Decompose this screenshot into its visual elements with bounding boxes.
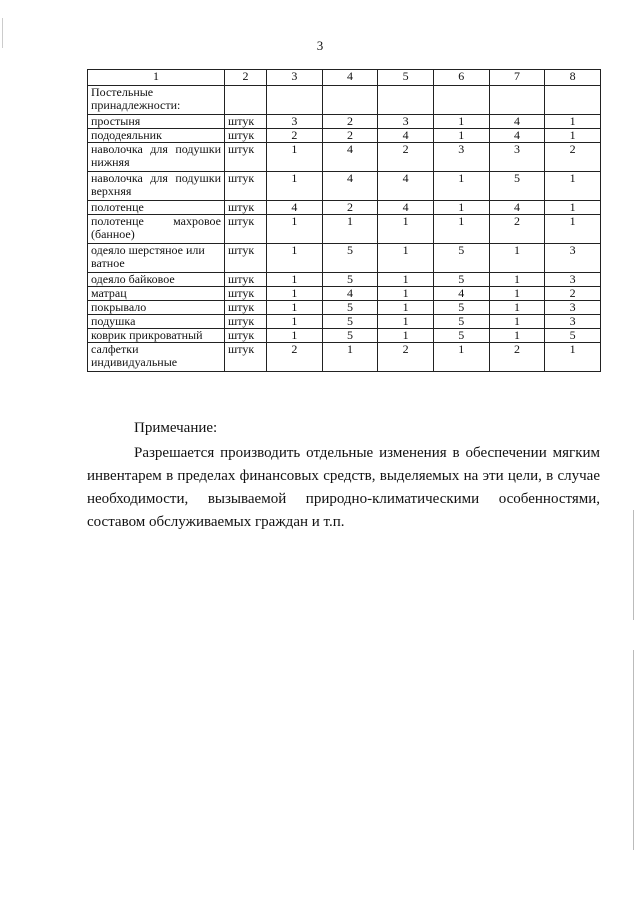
- item-quantity: 1: [489, 287, 545, 301]
- item-unit: штук: [225, 301, 267, 315]
- item-quantity: 5: [322, 329, 378, 343]
- item-name: полотенце: [88, 201, 225, 215]
- item-name: полотенце махровое (банное): [88, 215, 225, 244]
- item-quantity: 4: [267, 201, 323, 215]
- table-row: [88, 329, 601, 343]
- item-unit: штук: [225, 287, 267, 301]
- item-quantity: 4: [378, 172, 434, 201]
- item-unit: штук: [225, 329, 267, 343]
- item-quantity: 5: [545, 329, 601, 343]
- item-name: наволочка для подушки нижняя: [88, 143, 225, 172]
- item-unit: штук: [225, 273, 267, 287]
- item-quantity: 1: [267, 287, 323, 301]
- item-quantity: 1: [267, 273, 323, 287]
- item-quantity: 1: [489, 315, 545, 329]
- item-quantity: 2: [489, 343, 545, 372]
- item-quantity: 1: [267, 315, 323, 329]
- item-quantity: 4: [322, 143, 378, 172]
- item-quantity: 1: [267, 329, 323, 343]
- item-quantity: 4: [489, 129, 545, 143]
- column-header: 3: [267, 70, 323, 86]
- item-quantity: 1: [489, 329, 545, 343]
- table-row: [88, 315, 601, 329]
- item-name: салфетки индивидуальные: [88, 343, 225, 372]
- item-quantity: 5: [322, 315, 378, 329]
- item-quantity: 1: [378, 329, 434, 343]
- item-quantity: 1: [545, 215, 601, 244]
- item-unit: штук: [225, 172, 267, 201]
- item-quantity: 3: [545, 273, 601, 287]
- column-header: 4: [322, 70, 378, 86]
- item-quantity: 5: [322, 273, 378, 287]
- item-quantity: 1: [433, 129, 489, 143]
- item-quantity: 4: [322, 172, 378, 201]
- column-header: 5: [378, 70, 434, 86]
- table-row: [88, 244, 601, 273]
- table-row: [88, 115, 601, 129]
- item-name: наволочка для подушки верхняя: [88, 172, 225, 201]
- item-quantity: 1: [378, 301, 434, 315]
- item-quantity: 1: [545, 115, 601, 129]
- item-quantity: 5: [433, 329, 489, 343]
- item-quantity: 1: [433, 343, 489, 372]
- item-unit: штук: [225, 201, 267, 215]
- table-row: [88, 143, 601, 172]
- table-row: [88, 201, 601, 215]
- item-quantity: 1: [378, 215, 434, 244]
- column-header: 1: [88, 70, 225, 86]
- item-quantity: 1: [545, 129, 601, 143]
- scan-edge-mark-right: [633, 650, 634, 850]
- item-name: матрац: [88, 287, 225, 301]
- item-quantity: 1: [267, 172, 323, 201]
- item-quantity: 1: [378, 315, 434, 329]
- item-unit: штук: [225, 215, 267, 244]
- item-quantity: 2: [322, 115, 378, 129]
- table-row: [88, 172, 601, 201]
- item-quantity: 4: [489, 201, 545, 215]
- item-quantity: 2: [545, 287, 601, 301]
- table-section-row: [88, 86, 601, 115]
- item-quantity: 3: [545, 315, 601, 329]
- item-unit: штук: [225, 244, 267, 273]
- table-row: [88, 273, 601, 287]
- item-quantity: 1: [267, 301, 323, 315]
- item-unit: штук: [225, 115, 267, 129]
- item-quantity: 1: [545, 172, 601, 201]
- item-quantity: 5: [322, 244, 378, 273]
- item-quantity: 3: [378, 115, 434, 129]
- column-header: 2: [225, 70, 267, 86]
- item-quantity: 2: [267, 343, 323, 372]
- item-quantity: 2: [545, 143, 601, 172]
- item-name: подушка: [88, 315, 225, 329]
- note-text: Разрешается производить отдельные изменения в обеспечении мягким инвентарем в пределах финансовых средств, выделяемых на эти цели, в случае необходимости, вызываемой природно-климатическими особенностями, составом обслуживаемых граждан и т.п.: [87, 445, 600, 530]
- item-quantity: 3: [433, 143, 489, 172]
- table-row: [88, 343, 601, 372]
- item-quantity: 4: [322, 287, 378, 301]
- column-header: 8: [545, 70, 601, 86]
- table-header-row: [88, 70, 601, 86]
- item-quantity: 1: [322, 215, 378, 244]
- item-unit: штук: [225, 143, 267, 172]
- item-quantity: 4: [378, 201, 434, 215]
- note-title: Примечание:: [134, 420, 218, 436]
- table-row: [88, 129, 601, 143]
- inventory-table: [87, 69, 601, 372]
- item-quantity: 1: [378, 273, 434, 287]
- item-quantity: 3: [489, 143, 545, 172]
- item-quantity: 1: [489, 301, 545, 315]
- table-row: [88, 287, 601, 301]
- item-name: коврик прикроватный: [88, 329, 225, 343]
- item-quantity: 2: [322, 201, 378, 215]
- item-unit: штук: [225, 343, 267, 372]
- item-unit: штук: [225, 315, 267, 329]
- item-name: одеяло байковое: [88, 273, 225, 287]
- item-quantity: 1: [433, 215, 489, 244]
- item-quantity: 1: [322, 343, 378, 372]
- item-quantity: 2: [489, 215, 545, 244]
- item-quantity: 2: [378, 343, 434, 372]
- column-header: 6: [433, 70, 489, 86]
- scan-edge-mark-right: [633, 510, 634, 620]
- section-title: Постельные принадлежности:: [88, 86, 225, 115]
- item-quantity: 3: [545, 244, 601, 273]
- table-row: [88, 301, 601, 315]
- item-quantity: 1: [267, 215, 323, 244]
- page-number: 3: [316, 38, 324, 53]
- item-quantity: 4: [489, 115, 545, 129]
- item-name: пододеяльник: [88, 129, 225, 143]
- item-quantity: 1: [267, 143, 323, 172]
- item-quantity: 1: [378, 287, 434, 301]
- item-quantity: 5: [489, 172, 545, 201]
- item-name: одеяло шерстяное или ватное: [88, 244, 225, 273]
- item-quantity: 2: [267, 129, 323, 143]
- item-name: простыня: [88, 115, 225, 129]
- item-quantity: 1: [267, 244, 323, 273]
- item-quantity: 5: [433, 315, 489, 329]
- item-quantity: 2: [378, 143, 434, 172]
- item-quantity: 1: [489, 244, 545, 273]
- item-quantity: 3: [267, 115, 323, 129]
- column-header: 7: [489, 70, 545, 86]
- item-quantity: 5: [433, 301, 489, 315]
- item-name: покрывало: [88, 301, 225, 315]
- item-unit: штук: [225, 129, 267, 143]
- table-body: [88, 86, 601, 372]
- item-quantity: 1: [545, 201, 601, 215]
- item-quantity: 5: [433, 273, 489, 287]
- item-quantity: 2: [322, 129, 378, 143]
- item-quantity: 3: [545, 301, 601, 315]
- item-quantity: 5: [322, 301, 378, 315]
- item-quantity: 1: [545, 343, 601, 372]
- table-row: [88, 215, 601, 244]
- item-quantity: 1: [433, 201, 489, 215]
- item-quantity: 4: [378, 129, 434, 143]
- item-quantity: 1: [378, 244, 434, 273]
- item-quantity: 1: [433, 172, 489, 201]
- item-quantity: 5: [433, 244, 489, 273]
- item-quantity: 4: [433, 287, 489, 301]
- item-quantity: 1: [489, 273, 545, 287]
- item-quantity: 1: [433, 115, 489, 129]
